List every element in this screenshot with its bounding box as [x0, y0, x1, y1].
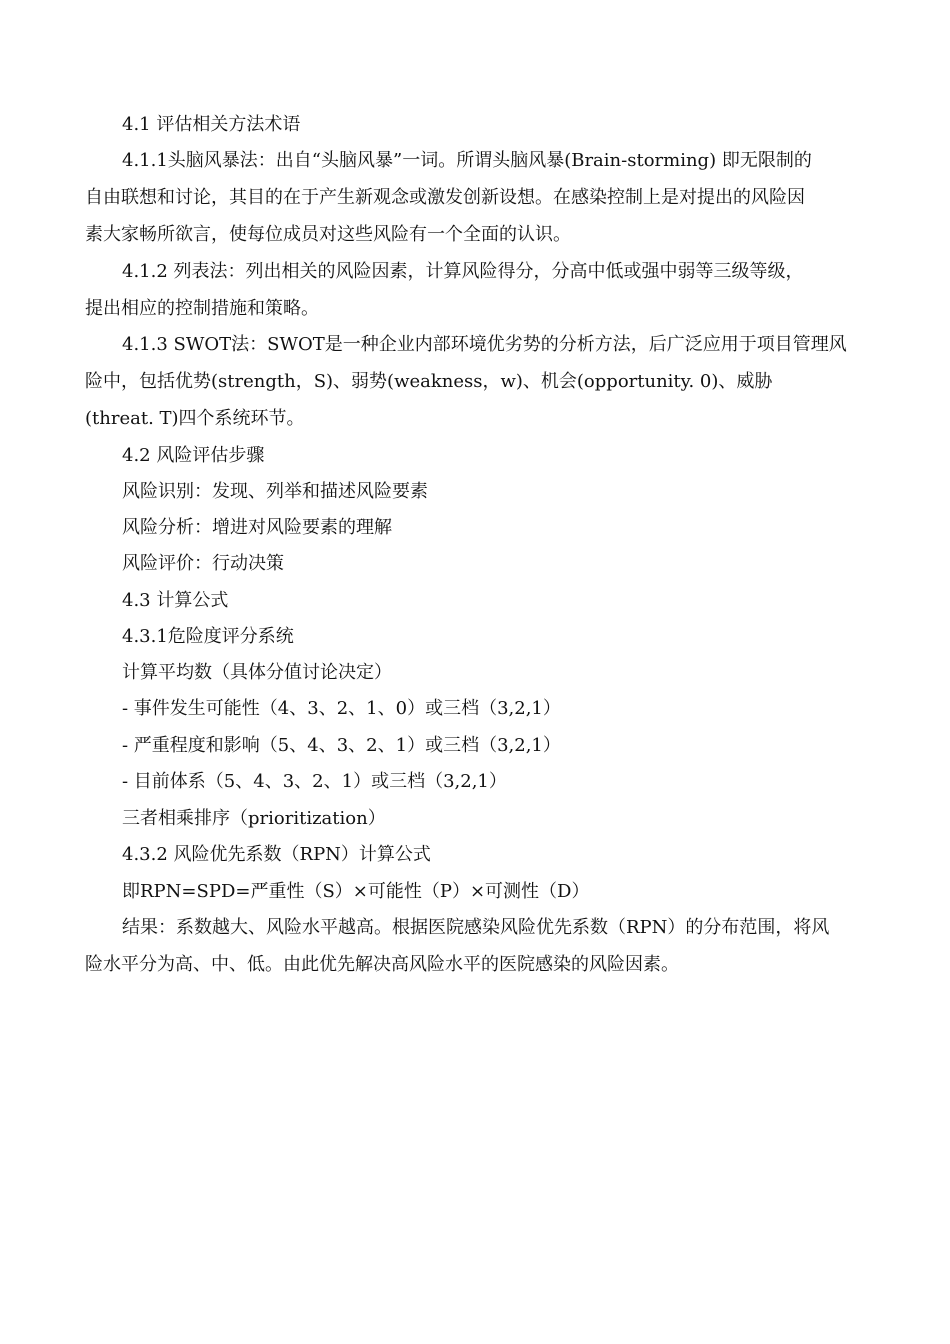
section-heading-4-3: 4.3 计算公式 — [122, 590, 229, 611]
paragraph-swot-line-2: 险中，包括优势(strength，S)、弱势(weakness，w)、机会(opportunity. 0)、威胁 — [85, 371, 773, 392]
list-item-likelihood: - 事件发生可能性（4、3、2、1、0）或三档（3,2,1） — [122, 698, 561, 719]
paragraph-result-line-2: 险水平分为高、中、低。由此优先解决高风险水平的医院感染的风险因素。 — [85, 954, 679, 975]
paragraph-list-method-line-1: 4.1.2 列表法：列出相关的风险因素，计算风险得分，分高中低或强中弱等三级等级， — [122, 261, 804, 282]
text-prioritization: 三者相乘排序（prioritization） — [122, 808, 386, 829]
subheading-4-3-2: 4.3.2 风险优先系数（RPN）计算公式 — [122, 844, 431, 865]
step-risk-evaluation: 风险评价：行动决策 — [122, 553, 284, 574]
paragraph-result-line-1: 结果：系数越大、风险水平越高。根据医院感染风险优先系数（RPN）的分布范围，将风 — [122, 917, 830, 938]
list-item-severity: - 严重程度和影响（5、4、3、2、1）或三档（3,2,1） — [122, 735, 561, 756]
text-calc-average: 计算平均数（具体分值讨论决定） — [122, 662, 392, 683]
subheading-4-3-1: 4.3.1危险度评分系统 — [122, 626, 294, 647]
formula-rpn: 即RPN=SPD=严重性（S）×可能性（P）×可测性（D） — [122, 881, 590, 902]
step-risk-analysis: 风险分析：增进对风险要素的理解 — [122, 517, 392, 538]
section-heading-4-2: 4.2 风险评估步骤 — [122, 445, 265, 466]
paragraph-brainstorming-line-1: 4.1.1头脑风暴法：出自“头脑风暴”一词。所谓头脑风暴(Brain-storming) 即无限制的 — [122, 150, 812, 171]
paragraph-brainstorming-line-3: 素大家畅所欲言，使每位成员对这些风险有一个全面的认识。 — [85, 224, 571, 245]
section-heading-4-1: 4.1 评估相关方法术语 — [122, 114, 301, 135]
paragraph-list-method-line-2: 提出相应的控制措施和策略。 — [85, 298, 319, 319]
step-risk-identification: 风险识别：发现、列举和描述风险要素 — [122, 481, 428, 502]
paragraph-brainstorming-line-2: 自由联想和讨论，其目的在于产生新观念或激发创新设想。在感染控制上是对提出的风险因 — [85, 187, 805, 208]
paragraph-swot-line-1: 4.1.3 SWOT法：SWOT是一种企业内部环境优劣势的分析方法，后广泛应用于项目管理风 — [122, 334, 847, 355]
list-item-current-system: - 目前体系（5、4、3、2、1）或三档（3,2,1） — [122, 771, 507, 792]
paragraph-swot-line-3: (threat. T)四个系统环节。 — [85, 408, 305, 429]
